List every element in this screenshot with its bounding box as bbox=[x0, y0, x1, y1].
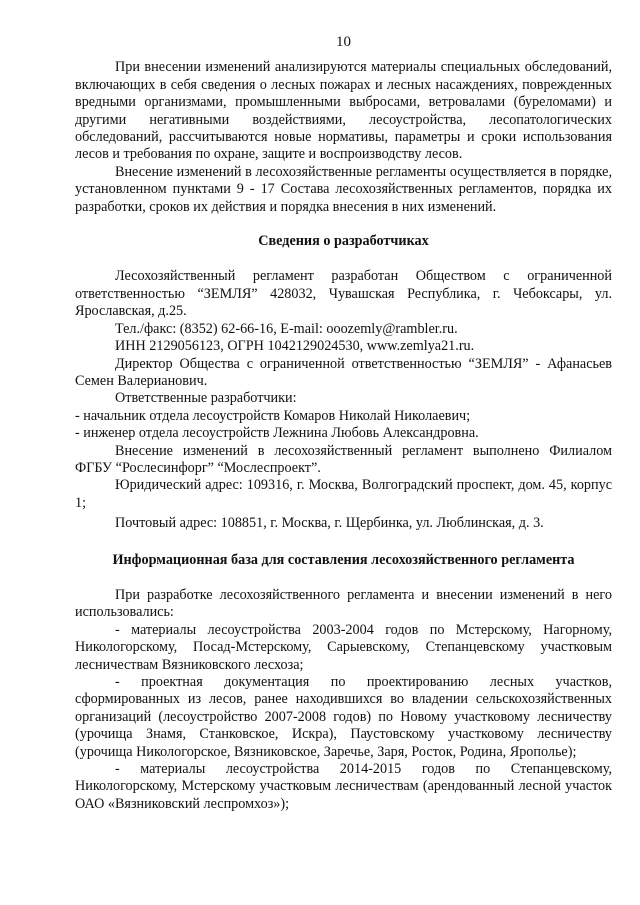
developers-heading: Сведения о разработчиках bbox=[258, 233, 429, 250]
info-base-item: - материалы лесоустройства 2003-2004 годов по Мстерскому, Нагорному, Никологорскому, Посад-Мстерскому, Сарыевскому, Степанцевскому участковым лесничествам Вязниковского лесхоза; bbox=[75, 621, 612, 673]
responsible-title: Ответственные разработчики: bbox=[115, 390, 297, 407]
intro-paragraph-1: При внесении изменений анализируются материалы специальных обследований, включающих в себя сведения о лесных пожарах и лесных насаждениях, поврежденных вредными организмами, промышленными выбросами, ветровалами (буреломами) и другими негативными воздействиями, лесоустройства, лесопатологических обследований, рассчитываются новые нормативы, параметры и сроки использования лесов и требования по охране, защите и воспроизводству лесов. bbox=[75, 59, 612, 163]
info-base-heading: Информационная база для составления лесохозяйственного регламента bbox=[112, 551, 575, 568]
info-base-item: - материалы лесоустройства 2014-2015 годов по Степанцевскому, Никологорскому, Мстерскому участковым лесничествам (арендованный лесной участок ОАО «Вязниковский леспромхоз»); bbox=[75, 761, 612, 812]
page-number: 10 bbox=[336, 34, 351, 50]
responsible-item: - инженер отдела лесоустройств Лежнина Любовь Александровна. bbox=[75, 425, 479, 442]
developer-phone: Тел./факс: (8352) 62-66-16, E-mail: ооozemly@rambler.ru. bbox=[115, 320, 458, 337]
changes-note: Внесение изменений в лесохозяйственный регламент выполнено Филиалом ФГБУ “Рослесинфорг” “Мослеспроект”. bbox=[75, 442, 612, 476]
postal-address: Почтовый адрес: 108851, г. Москва, г. Щербинка, ул. Люблинская, д. 3. bbox=[115, 515, 544, 532]
legal-address: Юридический адрес: 109316, г. Москва, Волгоградский проспект, дом. 45, корпус 1; bbox=[75, 477, 612, 511]
info-base-item: - проектная документация по проектированию лесных участков, сформированных из лесов, ранее находившихся во владении сельскохозяйственных организаций (лесоустройство 2007-2008 годов) по Новому участковому лесничеству (урочища Знамя, Станковское, Искра), Паустовскому участковому лесничеству (урочища Никологорское, Вязниковское, Заречье, Заря, Росток, Родина, Яропольe); bbox=[75, 674, 612, 760]
intro-paragraph-2: Внесение изменений в лесохозяйственные регламенты осуществляется в порядке, установленном пунктами 9 - 17 Состава лесохозяйственных регламентов, порядка их разработки, сроков их действия и порядка внесения в них изменений. bbox=[75, 163, 612, 215]
developer-director: Директор Общества с ограниченной ответственностью “ЗЕМЛЯ” - Афанасьев Семен Валерианович. bbox=[75, 355, 612, 389]
document-page bbox=[75, 34, 612, 813]
developer-inn: ИНН 2129056123, ОГРН 1042129024530, www.zemlya21.ru. bbox=[115, 338, 475, 355]
developer-organization: Лесохозяйственный регламент разработан Обществом с ограниченной ответственностью “ЗЕМЛЯ” 428032, Чувашская Республика, г. Чебоксары, ул. Ярославская, д.25. bbox=[75, 268, 612, 320]
responsible-item: - начальник отдела лесоустройств Комаров Николай Николаевич; bbox=[75, 407, 471, 424]
info-base-intro: При разработке лесохозяйственного регламента и внесении изменений в него использовались: bbox=[75, 586, 612, 621]
